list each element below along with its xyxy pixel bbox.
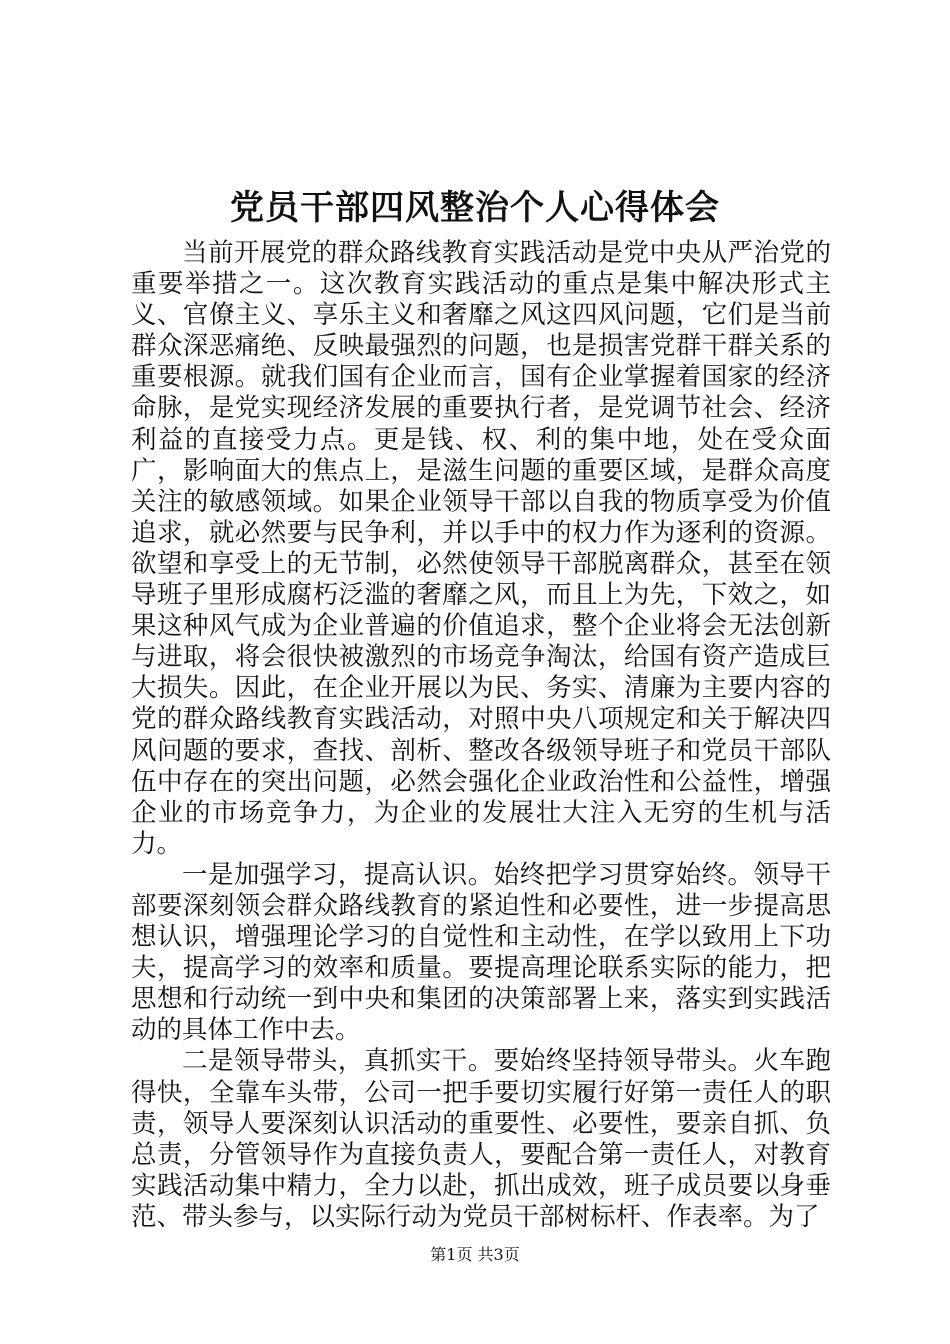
document-body <box>131 238 831 1233</box>
paragraph-point-two: 二是领导带头，真抓实干。要始终坚持领导带头。火车跑得快，全靠车头带，公司一把手要切实履行好第一责任人的职责，领导人要深刻认识活动的重要性、必要性，要亲自抓、负总责，分管领导作为直接负责人，要配合第一责任人，对教育实践活动集中精力，全力以赴，抓出成效，班子成员要以身垂范、带头参与，以实际行动为党员干部树标杆、作表率。为了 <box>131 1046 831 1232</box>
document-title: 党员干部四风整治个人心得体会 <box>230 188 720 228</box>
paragraph-point-one: 一是加强学习，提高认识。始终把学习贯穿始终。领导干部要深刻领会群众路线教育的紧迫性和必要性，进一步提高思想认识，增强理论学习的自觉性和主动性，在学以致用上下功夫，提高学习的效率和质量。要提高理论联系实际的能力，把思想和行动统一到中央和集团的决策部署上来，落实到实践活动的具体工作中去。 <box>131 859 831 1046</box>
paragraph-intro: 当前开展党的群众路线教育实践活动是党中央从严治党的重要举措之一。这次教育实践活动的重点是集中解决形式主义、官僚主义、享乐主义和奢靡之风这四风问题，它们是当前群众深恶痛绝、反映最强烈的问题，也是损害党群干群关系的重要根源。就我们国有企业而言，国有企业掌握着国家的经济命脉，是党实现经济发展的重要执行者，是党调节社会、经济利益的直接受力点。更是钱、权、利的集中地，处在受众面广，影响面大的焦点上，是滋生问题的重要区域，是群众高度关注的敏感领域。如果企业领导干部以自我的物质享受为价值追求，就必然要与民争利，并以手中的权力作为逐利的资源。欲望和享受上的无节制，必然使领导干部脱离群众，甚至在领导班子里形成腐朽泛滥的奢靡之风，而且上为先，下效之，如果这种风气成为企业普遍的价值追求，整个企业将会无法创新与进取，将会很快被激烈的市场竞争淘汰，给国有资产造成巨大损失。因此，在企业开展以为民、务实、清廉为主要内容的党的群众路线教育实践活动，对照中央八项规定和关于解决四风问题的要求，查找、剖析、整改各级领导班子和党员干部队伍中存在的突出问题，必然会强化企业政治性和公益性，增强企业的市场竞争力，为企业的发展壮大注入无穷的生机与活力。 <box>131 238 831 859</box>
page-number-footer: 第1页 共3页 <box>430 1245 520 1264</box>
